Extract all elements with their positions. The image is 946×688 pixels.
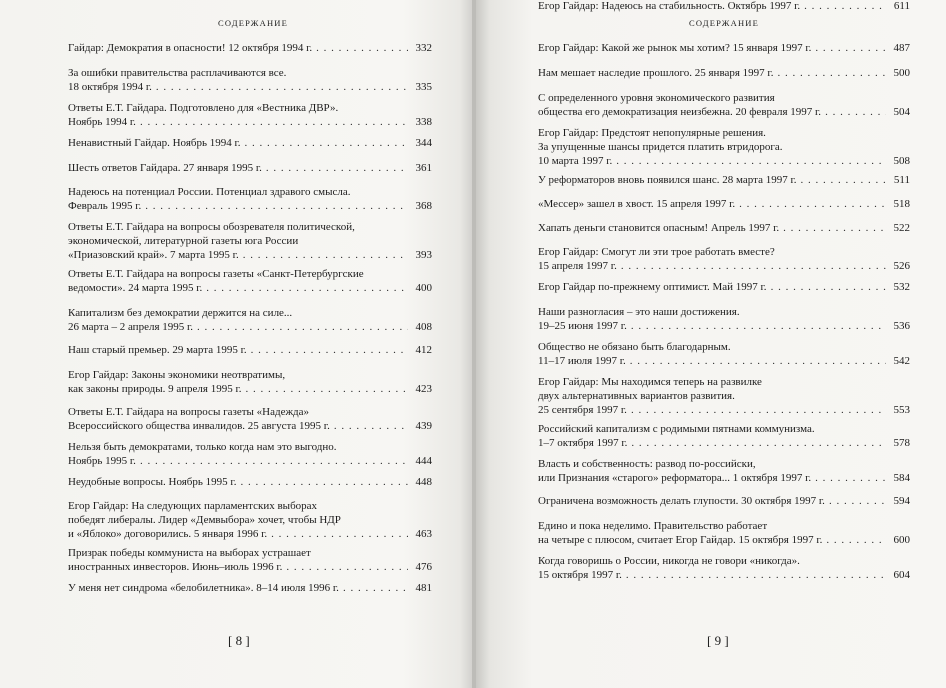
page-number: [ 8 ]: [228, 633, 250, 648]
toc-entry-title-line: экономической, литературной газеты юга России: [68, 234, 299, 247]
toc-entry: [538, 341, 910, 369]
toc-entry-final-line: [68, 42, 432, 56]
toc-entry-page-number: 500: [893, 67, 910, 79]
toc-entry-final-line: [538, 222, 910, 236]
toc-entry-page-number: 542: [893, 354, 910, 367]
toc-entry-final-line: [538, 0, 910, 14]
dot-leader: [815, 42, 886, 56]
dot-leader: [621, 260, 886, 274]
dot-leader: [197, 321, 408, 335]
toc-entry-final-line: [68, 344, 432, 358]
toc-entry: [538, 0, 910, 14]
dot-leader: [245, 383, 408, 397]
toc-entry-title-line: иностранных инвесторов. Июнь–июль 1996 г.: [68, 560, 283, 573]
dot-leader: [771, 281, 886, 295]
toc-entry: [68, 307, 432, 335]
toc-entry-title-line: 25 сентября 1997 г.: [538, 403, 627, 416]
dot-leader: [140, 455, 408, 469]
toc-entry: [68, 582, 432, 596]
toc-entry: [538, 520, 910, 548]
dot-leader: [240, 476, 408, 490]
page-header: СОДЕРЖАНИЕ: [689, 18, 760, 28]
toc-entry-title-line: ведомости». 24 марта 1995 г.: [68, 281, 203, 294]
toc-entry-title-line: Ответы Е.Т. Гайдара на вопросы газеты «Надежда»: [68, 406, 310, 418]
toc-entry-title-line: Нельзя быть демократами, только когда нам это выгодно.: [68, 441, 337, 453]
toc-entry-final-line: [538, 355, 910, 369]
toc-entry-title-line: Наши разногласия – это наши достижения.: [538, 306, 740, 318]
toc-entry-page-number: 584: [893, 471, 910, 484]
toc-entry: [538, 174, 910, 188]
toc-entry-title-line: 10 марта 1997 г.: [538, 154, 613, 167]
toc-entry-final-line: [538, 404, 910, 418]
toc-entry-page-number: 536: [893, 319, 910, 332]
dot-leader: [739, 198, 886, 212]
toc-entry-title-line: двух альтернативных вариантов развития.: [538, 389, 735, 402]
dot-leader: [316, 42, 408, 56]
toc-entry-title-line: Егор Гайдар: Надеюсь на стабильность. Октябрь 1997 г.: [538, 0, 801, 12]
dot-leader: [815, 472, 886, 486]
toc-entry: [68, 547, 432, 575]
toc-entry-page-number: 368: [415, 199, 432, 212]
toc-entry-page-number: 504: [893, 105, 910, 118]
dot-leader: [626, 569, 886, 583]
dot-leader: [243, 249, 408, 263]
toc-entry-title-line: «Мессер» зашел в хвост. 15 апреля 1997 г.: [538, 198, 736, 210]
toc-entry-title-line: Гайдар: Демократия в опасности! 12 октября 1994 г.: [68, 42, 313, 54]
toc-entry: [538, 306, 910, 334]
toc-entry: [538, 92, 910, 120]
right-page: [476, 0, 946, 688]
toc-entry-page-number: 594: [893, 495, 910, 507]
toc-entry: [68, 476, 432, 490]
toc-entry-page-number: 481: [415, 582, 432, 594]
toc-entry-page-number: 412: [415, 344, 432, 356]
toc-entry: [68, 406, 432, 434]
dot-leader: [245, 137, 408, 151]
toc-entry-title-line: Егор Гайдар: На следующих парламентских выборах: [68, 500, 318, 512]
toc-entry-title-line: Егор Гайдар: Какой же рынок мы хотим? 15 января 1997 г.: [538, 42, 812, 54]
dot-leader: [251, 344, 408, 358]
toc-entry-final-line: [68, 420, 432, 434]
page-header: СОДЕРЖАНИЕ: [218, 18, 289, 28]
toc-entry-title-line: 18 октября 1994 г.: [68, 80, 152, 93]
toc-entry: [68, 500, 432, 541]
toc-entry-title-line: Егор Гайдар: Законы экономики неотвратимы,: [68, 369, 286, 381]
toc-entry-final-line: [538, 155, 910, 169]
dot-leader: [777, 67, 886, 81]
toc-entry-title-line: 1–7 октября 1997 г.: [538, 436, 628, 449]
toc-entry-page-number: 463: [415, 527, 432, 540]
toc-entry: [538, 281, 910, 295]
toc-entry: [538, 42, 910, 56]
toc-entry-title-line: или Признания «старого» реформатора... 1 октября 1997 г.: [538, 471, 812, 484]
toc-entry: [68, 102, 432, 130]
toc-entry-title-line: 19–25 июня 1997 г.: [538, 319, 627, 332]
toc-entry-page-number: 553: [893, 403, 910, 416]
toc-entry: [68, 42, 432, 56]
toc-entry-title-line: Ноябрь 1995 г.: [68, 454, 136, 467]
dot-leader: [206, 282, 408, 296]
toc-entry-final-line: [538, 174, 910, 188]
dot-leader: [631, 437, 886, 451]
toc-entry-final-line: [538, 569, 910, 583]
dot-leader: [826, 534, 886, 548]
toc-entry: [68, 221, 432, 262]
toc-entry-final-line: [68, 528, 432, 542]
toc-entry-page-number: 604: [893, 568, 910, 581]
toc-entry: [68, 137, 432, 151]
toc-entry-title-line: Призрак победы коммуниста на выборах устрашает: [68, 547, 311, 559]
toc-entry-title-line: Егор Гайдар: Предстоят непопулярные решения.: [538, 127, 766, 139]
dot-leader: [631, 404, 886, 418]
toc-entry-final-line: [68, 383, 432, 397]
toc-entry-title-line: Всероссийского общества инвалидов. 25 августа 1995 г.: [68, 419, 330, 432]
toc-entry-title-line: Общество не обязано быть благодарным.: [538, 341, 731, 353]
dot-leader: [286, 561, 408, 575]
toc-entry-page-number: 487: [893, 42, 910, 54]
toc-entry-final-line: [538, 472, 910, 486]
toc-entry-title-line: Ответы Е.Т. Гайдара. Подготовлено для «Вестника ДВР».: [68, 102, 339, 114]
toc-entry: [538, 376, 910, 417]
toc-entry-page-number: 611: [893, 0, 910, 12]
toc-entry-page-number: 448: [415, 476, 432, 488]
toc-entry-title-line: Ответы Е.Т. Гайдара на вопросы обозревателя политической,: [68, 221, 355, 233]
toc-entry-title-line: Егор Гайдар по-прежнему оптимист. Май 1997 г.: [538, 281, 767, 293]
toc-entry-title-line: Неудобные вопросы. Ноябрь 1995 г.: [68, 476, 237, 488]
toc-entry: [68, 441, 432, 469]
toc-entry-final-line: [538, 320, 910, 334]
toc-entry-final-line: [68, 476, 432, 490]
toc-entry: [538, 555, 910, 583]
toc-entry-title-line: Егор Гайдар: Мы находимся теперь на развилке: [538, 376, 762, 388]
dot-leader: [616, 155, 886, 169]
dot-leader: [156, 81, 408, 95]
toc-entry-page-number: 526: [893, 259, 910, 272]
toc-entry-final-line: [68, 282, 432, 296]
toc-entry-title-line: 15 апреля 1997 г.: [538, 259, 617, 272]
toc-entry-title-line: Шесть ответов Гайдара. 27 января 1995 г.: [68, 162, 262, 174]
toc-entry-page-number: 423: [415, 382, 432, 395]
toc-entry-page-number: 400: [415, 281, 432, 294]
toc-entry-final-line: [68, 455, 432, 469]
toc-entry-title-line: Власть и собственность: развод по-российски,: [538, 458, 756, 470]
toc-entry-final-line: [538, 67, 910, 81]
toc-entry-final-line: [538, 437, 910, 451]
toc-entry-title-line: С определенного уровня экономического развития: [538, 92, 775, 104]
toc-entry-final-line: [68, 561, 432, 575]
toc-entry: [68, 369, 432, 397]
toc-entry: [68, 344, 432, 358]
toc-entry: [538, 423, 910, 451]
toc-entry-final-line: [538, 106, 910, 120]
toc-entry-page-number: 439: [415, 419, 432, 432]
toc-entry: [538, 246, 910, 274]
toc-entry-title-line: 11–17 июля 1997 г.: [538, 354, 626, 367]
toc-entry-title-line: Ограничена возможность делать глупости. 30 октября 1997 г.: [538, 495, 825, 507]
dot-leader: [800, 174, 886, 188]
toc-entry-page-number: 338: [415, 115, 432, 128]
toc-entry-page-number: 508: [893, 154, 910, 167]
page-number: [ 9 ]: [707, 633, 729, 648]
toc-entry-title-line: За ошибки правительства расплачиваются все.: [68, 67, 287, 79]
toc-entry-title-line: Едино и пока неделимо. Правительство работает: [538, 520, 768, 532]
toc-entry-title-line: общества его демократизация неизбежна. 20 февраля 1997 г.: [538, 105, 822, 118]
toc-entry-final-line: [68, 81, 432, 95]
toc-entry-title-line: как законы природы. 9 апреля 1995 г.: [68, 382, 242, 395]
toc-entry-page-number: 332: [415, 42, 432, 54]
toc-entry: [538, 458, 910, 486]
toc-entry-final-line: [68, 582, 432, 596]
toc-entry-final-line: [68, 162, 432, 176]
toc-entry: [68, 67, 432, 95]
dot-leader: [829, 495, 886, 509]
toc-entry-final-line: [68, 137, 432, 151]
toc-entry: [538, 495, 910, 509]
dot-leader: [343, 582, 408, 596]
toc-entry-page-number: 518: [893, 198, 910, 210]
toc-entry-title-line: 26 марта – 2 апреля 1995 г.: [68, 320, 194, 333]
toc-entry-page-number: 344: [415, 137, 432, 149]
toc-entry-page-number: 393: [415, 248, 432, 261]
toc-entry-title-line: У реформаторов вновь появился шанс. 28 марта 1997 г.: [538, 174, 797, 186]
dot-leader: [145, 200, 408, 214]
toc-entry-title-line: Февраль 1995 г.: [68, 199, 142, 212]
toc-entry-title-line: Надеюсь на потенциал России. Потенциал здравого смысла.: [68, 186, 351, 198]
toc-entry: [538, 127, 910, 168]
toc-entry-page-number: 522: [893, 222, 910, 234]
toc-entry-final-line: [538, 260, 910, 274]
toc-entry-final-line: [538, 534, 910, 548]
toc-entry-title-line: победят либералы. Лидер «Демвыбора» хочет, чтобы НДР: [68, 513, 341, 526]
toc-entry-title-line: Когда говоришь о России, никогда не говори «никогда».: [538, 555, 800, 567]
toc-entry-page-number: 444: [415, 454, 432, 467]
toc-entry-title-line: Хапать деньги становится опасным! Апрель 1997 г.: [538, 222, 780, 234]
toc-entry-title-line: Ноябрь 1994 г.: [68, 115, 136, 128]
dot-leader: [783, 222, 886, 236]
toc-entry-title-line: «Приазовский край». 7 марта 1995 г.: [68, 248, 239, 261]
toc-entry: [538, 222, 910, 236]
toc-entry-title-line: Ненавистный Гайдар. Ноябрь 1994 г.: [68, 137, 241, 149]
dot-leader: [271, 528, 408, 542]
toc-entry-page-number: 335: [415, 80, 432, 93]
toc-entry-final-line: [538, 42, 910, 56]
dot-leader: [630, 355, 886, 369]
toc-entry: [538, 67, 910, 81]
dot-leader: [631, 320, 886, 334]
toc-entry: [68, 268, 432, 296]
toc-entry-title-line: Егор Гайдар: Смогут ли эти трое работать вместе?: [538, 246, 775, 258]
toc-entry-title-line: и «Яблоко» договорились. 5 января 1996 г.: [68, 527, 268, 540]
toc-entry-page-number: 600: [893, 533, 910, 546]
dot-leader: [804, 0, 886, 14]
toc-entry-page-number: 476: [415, 560, 432, 573]
toc-entry-title-line: на четыре с плюсом, считает Егор Гайдар. 15 октября 1997 г.: [538, 533, 823, 546]
toc-entry-title-line: У меня нет синдрома «белобилетника». 8–14 июля 1996 г.: [68, 582, 339, 594]
toc-entry-final-line: [538, 495, 910, 509]
toc-entry-title-line: Ответы Е.Т. Гайдара на вопросы газеты «Санкт-Петербургские: [68, 268, 364, 280]
toc-entry-page-number: 361: [415, 162, 432, 174]
dot-leader: [825, 106, 886, 120]
toc-entry-title-line: Капитализм без демократии держится на силе...: [68, 307, 293, 319]
toc-entry-final-line: [538, 198, 910, 212]
toc-entry-final-line: [68, 321, 432, 335]
toc-entry-final-line: [68, 116, 432, 130]
dot-leader: [266, 162, 408, 176]
toc-entry-page-number: 532: [893, 281, 910, 293]
toc-entry-page-number: 511: [893, 174, 910, 186]
dot-leader: [334, 420, 408, 434]
toc-entry-final-line: [68, 200, 432, 214]
toc-entry: [538, 198, 910, 212]
toc-entry-title-line: За упущенные шансы придется платить втридорога.: [538, 140, 783, 153]
dot-leader: [140, 116, 408, 130]
toc-entry-title-line: Нам мешает наследие прошлого. 25 января 1997 г.: [538, 67, 774, 79]
toc-entry-page-number: 578: [893, 436, 910, 449]
toc-entry-final-line: [68, 249, 432, 263]
toc-entry-title-line: Российский капитализм с родимыми пятнами коммунизма.: [538, 423, 815, 435]
toc-entry-final-line: [538, 281, 910, 295]
toc-entry: [68, 186, 432, 214]
toc-entry-page-number: 408: [415, 320, 432, 333]
toc-entry-title-line: 15 октября 1997 г.: [538, 568, 622, 581]
toc-entry: [68, 162, 432, 176]
toc-entry-title-line: Наш старый премьер. 29 марта 1995 г.: [68, 344, 247, 356]
